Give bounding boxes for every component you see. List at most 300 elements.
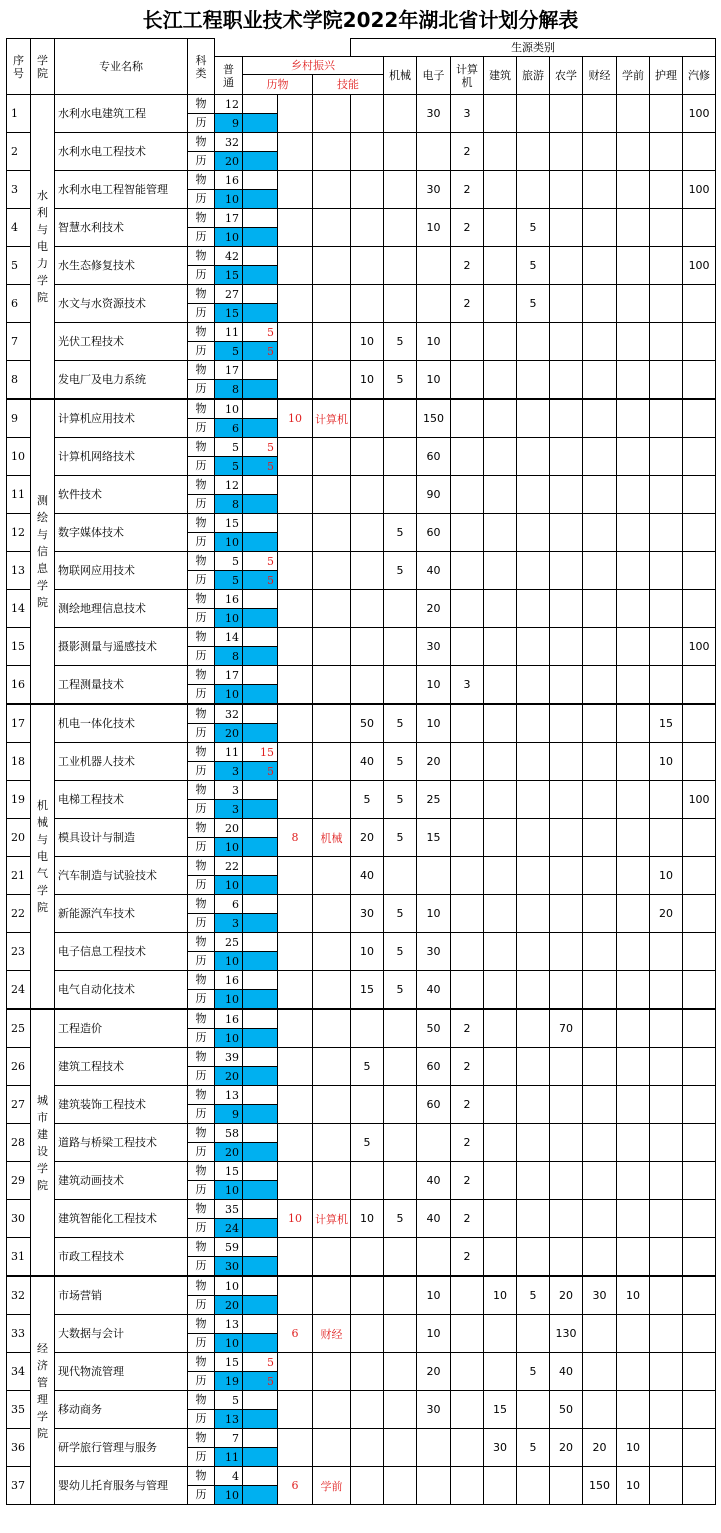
general-history-count: 24 (215, 1219, 243, 1238)
rural-history-count (243, 990, 278, 1010)
category-count-护理 (617, 476, 650, 514)
category-count-汽修 (650, 438, 683, 476)
category-count-农学 (517, 514, 550, 552)
general-history-count: 10 (215, 1334, 243, 1353)
rural-skill-type (313, 628, 351, 666)
category-count-学前 (583, 819, 617, 857)
category-count-单招 (683, 1315, 716, 1353)
category-count-单招 (683, 476, 716, 514)
row-index: 1 (7, 95, 31, 133)
category-count-建筑: 3 (451, 666, 484, 705)
category-count-单招 (683, 1238, 716, 1277)
general-history-count: 6 (215, 419, 243, 438)
category-count-单招 (683, 1353, 716, 1391)
rural-physics-count (243, 1009, 278, 1029)
category-count-汽修 (650, 476, 683, 514)
rural-skill-type (313, 514, 351, 552)
category-count-学前 (583, 1086, 617, 1124)
rural-history-count (243, 685, 278, 705)
category-count-护理 (617, 895, 650, 933)
category-count-电子: 5 (384, 552, 417, 590)
category-count-学前 (583, 285, 617, 323)
row-index: 35 (7, 1391, 31, 1429)
category-count-农学 (517, 781, 550, 819)
category-count-计算机: 40 (417, 552, 451, 590)
category-count-计算机: 20 (417, 743, 451, 781)
major-name: 光伏工程技术 (55, 323, 188, 361)
header-cat-1: 电子 (417, 57, 451, 95)
table-row (7, 361, 716, 380)
category-count-学前 (583, 857, 617, 895)
category-count-农学 (517, 1009, 550, 1048)
rural-physics-count (243, 1124, 278, 1143)
category-count-单招 (683, 1391, 716, 1429)
category-count-农学 (517, 704, 550, 743)
category-count-护理 (617, 971, 650, 1010)
category-count-机械: 30 (351, 895, 384, 933)
category-count-汽修 (650, 1200, 683, 1238)
category-count-农学 (517, 1124, 550, 1162)
category-count-财经 (550, 399, 583, 438)
category-count-计算机: 60 (417, 438, 451, 476)
rural-history-count (243, 190, 278, 209)
category-count-旅游 (484, 1467, 517, 1505)
rural-physics-count: 5 (243, 438, 278, 457)
general-physics-count: 16 (215, 971, 243, 990)
general-physics-count: 7 (215, 1429, 243, 1448)
category-count-建筑: 2 (451, 285, 484, 323)
rural-physics-count (243, 209, 278, 228)
rural-skill-type (313, 247, 351, 285)
rural-skill-count (278, 1048, 313, 1086)
category-count-财经 (550, 514, 583, 552)
rural-skill-type (313, 552, 351, 590)
category-count-旅游 (484, 1315, 517, 1353)
subject-physics-label: 物 (188, 895, 215, 914)
category-count-机械: 10 (351, 933, 384, 971)
general-history-count: 5 (215, 342, 243, 361)
rural-history-count (243, 1410, 278, 1429)
subject-history-label: 历 (188, 762, 215, 781)
subject-physics-label: 物 (188, 1162, 215, 1181)
general-physics-count: 5 (215, 1391, 243, 1410)
category-count-农学 (517, 438, 550, 476)
category-count-建筑: 2 (451, 1200, 484, 1238)
category-count-电子 (384, 590, 417, 628)
category-count-机械 (351, 209, 384, 247)
category-count-机械 (351, 628, 384, 666)
rural-skill-count (278, 666, 313, 705)
subject-history-label: 历 (188, 1257, 215, 1277)
rural-physics-count (243, 628, 278, 647)
category-count-机械: 20 (351, 819, 384, 857)
rural-skill-count (278, 361, 313, 400)
major-name: 机电一体化技术 (55, 704, 188, 743)
rural-physics-count (243, 781, 278, 800)
category-count-旅游 (484, 895, 517, 933)
rural-physics-count (243, 95, 278, 114)
category-count-农学 (517, 399, 550, 438)
subject-physics-label: 物 (188, 1009, 215, 1029)
rural-skill-count (278, 552, 313, 590)
category-count-旅游 (484, 95, 517, 133)
row-index: 11 (7, 476, 31, 514)
subject-history-label: 历 (188, 1486, 215, 1505)
category-count-学前 (583, 1238, 617, 1277)
category-count-电子: 5 (384, 895, 417, 933)
rural-skill-count: 6 (278, 1315, 313, 1353)
row-index: 8 (7, 361, 31, 400)
category-count-计算机 (417, 285, 451, 323)
header-source-types: 生源类别 (351, 39, 716, 57)
category-count-汽修 (650, 361, 683, 400)
category-count-财经 (550, 133, 583, 171)
rural-history-count (243, 609, 278, 628)
category-count-机械 (351, 1391, 384, 1429)
header-general: 普通 (215, 57, 243, 95)
rural-physics-count (243, 1200, 278, 1219)
rural-physics-count (243, 1086, 278, 1105)
category-count-护理 (617, 1124, 650, 1162)
rural-skill-count (278, 1429, 313, 1467)
subject-history-label: 历 (188, 647, 215, 666)
category-count-汽修 (650, 1086, 683, 1124)
category-count-护理 (617, 1391, 650, 1429)
major-name: 水利水电工程智能管理 (55, 171, 188, 209)
category-count-建筑 (451, 323, 484, 361)
category-count-农学 (517, 1086, 550, 1124)
rural-history-count (243, 1296, 278, 1315)
rural-history-count (243, 1257, 278, 1277)
rural-skill-count (278, 285, 313, 323)
rural-physics-count: 5 (243, 323, 278, 342)
row-index: 31 (7, 1238, 31, 1277)
subject-physics-label: 物 (188, 285, 215, 304)
category-count-计算机: 15 (417, 819, 451, 857)
major-name: 物联网应用技术 (55, 552, 188, 590)
category-count-财经: 20 (550, 1276, 583, 1315)
category-count-汽修 (650, 247, 683, 285)
category-count-汽修 (650, 399, 683, 438)
category-count-电子 (384, 285, 417, 323)
category-count-单招 (683, 399, 716, 438)
row-index: 13 (7, 552, 31, 590)
rural-physics-count: 5 (243, 1353, 278, 1372)
category-count-农学: 5 (517, 1429, 550, 1467)
rural-physics-count (243, 895, 278, 914)
rural-skill-type (313, 1162, 351, 1200)
category-count-计算机: 60 (417, 1048, 451, 1086)
category-count-护理 (617, 1086, 650, 1124)
header-cat-7: 学前 (617, 57, 650, 95)
row-index: 32 (7, 1276, 31, 1315)
category-count-学前 (583, 1200, 617, 1238)
category-count-机械: 15 (351, 971, 384, 1010)
category-count-旅游 (484, 399, 517, 438)
general-physics-count: 16 (215, 171, 243, 190)
category-count-单招 (683, 1048, 716, 1086)
subject-history-label: 历 (188, 1143, 215, 1162)
category-count-电子 (384, 1162, 417, 1200)
category-count-建筑: 2 (451, 133, 484, 171)
category-count-建筑: 2 (451, 1009, 484, 1048)
category-count-护理 (617, 1162, 650, 1200)
category-count-单招 (683, 743, 716, 781)
subject-physics-label: 物 (188, 1238, 215, 1257)
rural-skill-type (313, 171, 351, 209)
general-physics-count: 12 (215, 95, 243, 114)
rural-skill-count (278, 1238, 313, 1277)
category-count-机械 (351, 1276, 384, 1315)
category-count-电子 (384, 1353, 417, 1391)
general-physics-count: 27 (215, 285, 243, 304)
category-count-护理 (617, 1315, 650, 1353)
major-name: 大数据与会计 (55, 1315, 188, 1353)
category-count-护理 (617, 209, 650, 247)
major-name: 建筑智能化工程技术 (55, 1200, 188, 1238)
category-count-建筑: 2 (451, 1048, 484, 1086)
general-physics-count: 59 (215, 1238, 243, 1257)
category-count-单招 (683, 1162, 716, 1200)
category-count-旅游 (484, 819, 517, 857)
row-index: 5 (7, 247, 31, 285)
rural-physics-count (243, 171, 278, 190)
category-count-护理 (617, 247, 650, 285)
category-count-电子 (384, 1048, 417, 1086)
category-count-财经: 50 (550, 1391, 583, 1429)
general-history-count: 5 (215, 571, 243, 590)
general-physics-count: 16 (215, 590, 243, 609)
subject-history-label: 历 (188, 152, 215, 171)
general-physics-count: 11 (215, 323, 243, 342)
table-row (7, 819, 716, 838)
major-name: 软件技术 (55, 476, 188, 514)
rural-skill-count (278, 323, 313, 361)
rural-skill-type: 财经 (313, 1315, 351, 1353)
subject-history-label: 历 (188, 380, 215, 400)
major-name: 工程测量技术 (55, 666, 188, 705)
rural-history-count (243, 1448, 278, 1467)
category-count-建筑 (451, 1391, 484, 1429)
category-count-财经 (550, 1162, 583, 1200)
category-count-旅游 (484, 1009, 517, 1048)
category-count-学前 (583, 361, 617, 400)
rural-skill-count (278, 590, 313, 628)
category-count-学前 (583, 590, 617, 628)
rural-history-count (243, 800, 278, 819)
rural-skill-type: 计算机 (313, 1200, 351, 1238)
major-name: 数字媒体技术 (55, 514, 188, 552)
rural-skill-type (313, 95, 351, 133)
subject-history-label: 历 (188, 1105, 215, 1124)
category-count-学前 (583, 552, 617, 590)
table-row (7, 933, 716, 952)
category-count-计算机 (417, 857, 451, 895)
category-count-旅游 (484, 552, 517, 590)
category-count-旅游 (484, 933, 517, 971)
category-count-机械 (351, 1467, 384, 1505)
category-count-财经 (550, 666, 583, 705)
category-count-建筑 (451, 476, 484, 514)
subject-history-label: 历 (188, 914, 215, 933)
header-blank (215, 39, 351, 57)
category-count-旅游 (484, 1124, 517, 1162)
general-history-count: 3 (215, 800, 243, 819)
rural-skill-count (278, 514, 313, 552)
category-count-汽修 (650, 819, 683, 857)
rural-history-count (243, 380, 278, 400)
header-cat-0: 机械 (384, 57, 417, 95)
category-count-护理 (617, 1238, 650, 1277)
rural-history-count (243, 914, 278, 933)
table-row (7, 971, 716, 990)
rural-history-count: 5 (243, 1372, 278, 1391)
category-count-汽修: 10 (650, 743, 683, 781)
category-count-旅游 (484, 438, 517, 476)
general-history-count: 5 (215, 457, 243, 476)
subject-physics-label: 物 (188, 781, 215, 800)
category-count-旅游 (484, 514, 517, 552)
category-count-护理: 10 (617, 1467, 650, 1505)
rural-skill-count: 8 (278, 819, 313, 857)
category-count-护理 (617, 666, 650, 705)
table-row (7, 1353, 716, 1372)
general-history-count: 10 (215, 838, 243, 857)
category-count-财经 (550, 361, 583, 400)
general-history-count: 10 (215, 1486, 243, 1505)
category-count-农学 (517, 95, 550, 133)
category-count-计算机: 25 (417, 781, 451, 819)
subject-history-label: 历 (188, 609, 215, 628)
subject-physics-label: 物 (188, 247, 215, 266)
rural-history-count (243, 533, 278, 552)
category-count-学前 (583, 704, 617, 743)
rural-physics-count (243, 476, 278, 495)
row-index: 29 (7, 1162, 31, 1200)
general-history-count: 10 (215, 876, 243, 895)
general-physics-count: 32 (215, 704, 243, 724)
subject-history-label: 历 (188, 304, 215, 323)
rural-physics-count (243, 971, 278, 990)
category-count-汽修 (650, 1124, 683, 1162)
major-name: 电子信息工程技术 (55, 933, 188, 971)
category-count-单招 (683, 933, 716, 971)
major-name: 智慧水利技术 (55, 209, 188, 247)
rural-physics-count: 5 (243, 552, 278, 571)
category-count-旅游 (484, 704, 517, 743)
category-count-旅游 (484, 247, 517, 285)
rural-skill-type (313, 1429, 351, 1467)
rural-skill-count (278, 1391, 313, 1429)
category-count-护理 (617, 628, 650, 666)
category-count-财经 (550, 628, 583, 666)
rural-physics-count (243, 247, 278, 266)
rural-skill-count: 10 (278, 1200, 313, 1238)
rural-skill-type (313, 895, 351, 933)
row-index: 12 (7, 514, 31, 552)
general-history-count: 8 (215, 495, 243, 514)
category-count-旅游 (484, 857, 517, 895)
category-count-单招: 100 (683, 95, 716, 133)
rural-skill-count (278, 1086, 313, 1124)
category-count-护理 (617, 933, 650, 971)
category-count-建筑: 2 (451, 209, 484, 247)
row-index: 21 (7, 857, 31, 895)
category-count-旅游: 30 (484, 1429, 517, 1467)
category-count-汽修: 15 (650, 704, 683, 743)
rural-history-count (243, 1029, 278, 1048)
general-physics-count: 3 (215, 781, 243, 800)
general-physics-count: 32 (215, 133, 243, 152)
general-physics-count: 25 (215, 933, 243, 952)
category-count-电子 (384, 1429, 417, 1467)
college-name (31, 95, 55, 400)
general-history-count: 9 (215, 114, 243, 133)
category-count-计算机: 10 (417, 1315, 451, 1353)
row-index: 34 (7, 1353, 31, 1391)
category-count-电子: 5 (384, 323, 417, 361)
category-count-汽修 (650, 95, 683, 133)
row-index: 15 (7, 628, 31, 666)
category-count-学前 (583, 514, 617, 552)
category-count-护理 (617, 171, 650, 209)
general-physics-count: 5 (215, 552, 243, 571)
category-count-单招: 100 (683, 247, 716, 285)
general-history-count: 20 (215, 1296, 243, 1315)
category-count-学前 (583, 1315, 617, 1353)
subject-physics-label: 物 (188, 399, 215, 419)
category-count-学前 (583, 1124, 617, 1162)
rural-physics-count (243, 666, 278, 685)
category-count-旅游 (484, 476, 517, 514)
row-index: 18 (7, 743, 31, 781)
general-physics-count: 39 (215, 1048, 243, 1067)
category-count-计算机 (417, 133, 451, 171)
category-count-旅游 (484, 1353, 517, 1391)
category-count-电子: 5 (384, 933, 417, 971)
rural-history-count: 5 (243, 762, 278, 781)
category-count-电子 (384, 1009, 417, 1048)
table-row (7, 133, 716, 152)
category-count-护理 (617, 438, 650, 476)
category-count-机械 (351, 1009, 384, 1048)
category-count-学前: 20 (583, 1429, 617, 1467)
rural-physics-count (243, 1276, 278, 1296)
subject-history-label: 历 (188, 800, 215, 819)
table-row (7, 323, 716, 342)
category-count-建筑: 2 (451, 1162, 484, 1200)
category-count-农学 (517, 1238, 550, 1277)
category-count-单招 (683, 285, 716, 323)
table-row (7, 1009, 716, 1029)
category-count-汽修 (650, 781, 683, 819)
category-count-护理: 10 (617, 1276, 650, 1315)
category-count-学前 (583, 171, 617, 209)
rural-history-count (243, 1067, 278, 1086)
table-row (7, 1200, 716, 1219)
subject-history-label: 历 (188, 1296, 215, 1315)
table-row (7, 1238, 716, 1257)
rural-skill-count (278, 933, 313, 971)
category-count-计算机: 30 (417, 95, 451, 133)
major-name: 移动商务 (55, 1391, 188, 1429)
row-index: 14 (7, 590, 31, 628)
rural-skill-type (313, 781, 351, 819)
general-history-count: 3 (215, 914, 243, 933)
general-history-count: 19 (215, 1372, 243, 1391)
subject-physics-label: 物 (188, 971, 215, 990)
general-physics-count: 58 (215, 1124, 243, 1143)
